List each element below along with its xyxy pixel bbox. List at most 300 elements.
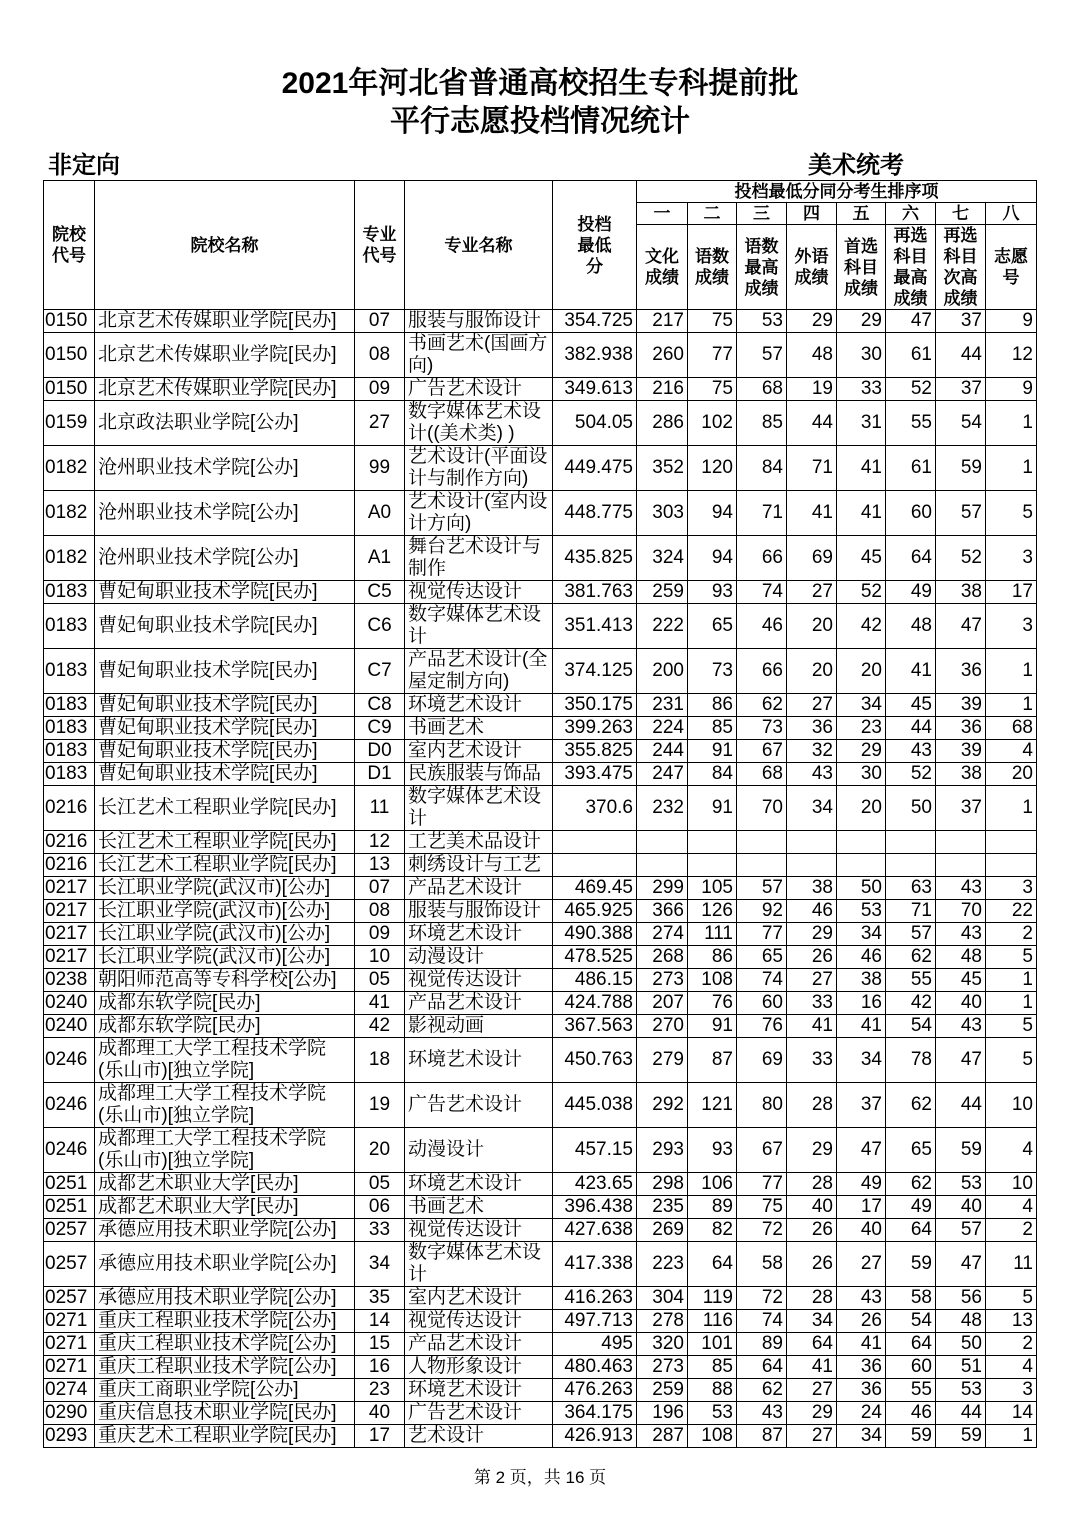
cell-major-code bbox=[355, 969, 405, 992]
cell-culture-score bbox=[637, 1333, 688, 1356]
school-name-text: 承德应用技术职业学院[公办] bbox=[98, 1219, 337, 1240]
school-code-text: 0271 bbox=[45, 1356, 88, 1377]
cell-first-subject-score bbox=[837, 854, 886, 877]
min-score-text: 478.525 bbox=[564, 946, 633, 967]
cell-min-score bbox=[553, 1083, 637, 1128]
elective-second-score-text: 52 bbox=[960, 547, 982, 568]
school-name-text: 成都东软学院[民办] bbox=[98, 1015, 261, 1036]
cell-school-name bbox=[95, 1219, 355, 1242]
major-name-text: 环境艺术设计 bbox=[408, 1173, 523, 1194]
cell-school-code bbox=[44, 1196, 95, 1219]
elective-second-score-text: 47 bbox=[960, 1253, 982, 1274]
chinese-math-score-text: 75 bbox=[711, 310, 733, 331]
cell-culture-score bbox=[637, 1425, 688, 1448]
cell-chinese-math-max bbox=[737, 536, 787, 581]
foreign-lang-score-text: 43 bbox=[811, 763, 833, 784]
cell-preference-number bbox=[986, 1402, 1037, 1425]
cell-culture-score bbox=[637, 1379, 688, 1402]
culture-score-text: 207 bbox=[652, 992, 684, 1013]
cell-chinese-math-max bbox=[737, 333, 787, 378]
cell-chinese-math-max bbox=[737, 694, 787, 717]
cell-chinese-math-max bbox=[737, 649, 787, 694]
cell-elective-second-score bbox=[936, 1287, 986, 1310]
chinese-math-score-text: 93 bbox=[711, 581, 733, 602]
chinese-math-max-text: 57 bbox=[761, 344, 783, 365]
first-subject-score-text: 42 bbox=[860, 615, 882, 636]
first-subject-score-text: 20 bbox=[860, 660, 882, 681]
cell-chinese-math-max bbox=[737, 854, 787, 877]
table-row bbox=[44, 923, 1037, 946]
cell-school-code bbox=[44, 536, 95, 581]
school-code-text: 0240 bbox=[45, 1015, 88, 1036]
cell-school-name bbox=[95, 992, 355, 1015]
cell-culture-score bbox=[637, 310, 688, 333]
school-code-text: 0183 bbox=[45, 581, 88, 602]
chinese-math-score-text: 105 bbox=[701, 877, 733, 898]
chinese-math-max-text: 67 bbox=[761, 740, 783, 761]
school-name-text: 曹妃甸职业技术学院[民办] bbox=[98, 763, 318, 784]
cell-min-score bbox=[553, 310, 637, 333]
cell-school-code bbox=[44, 604, 95, 649]
min-score-text: 355.825 bbox=[564, 740, 633, 761]
school-code-text: 0182 bbox=[45, 502, 88, 523]
major-code-text: 13 bbox=[368, 854, 391, 875]
school-code-text: 0182 bbox=[45, 457, 88, 478]
cell-elective-second-score bbox=[936, 969, 986, 992]
cell-chinese-math-max bbox=[737, 1356, 787, 1379]
cell-major-name bbox=[405, 1425, 553, 1448]
min-score-text: 448.775 bbox=[564, 502, 633, 523]
cell-chinese-math-max bbox=[737, 491, 787, 536]
cell-elective-max-score bbox=[886, 1310, 936, 1333]
major-name-text: 视觉传达设计 bbox=[408, 581, 523, 602]
cell-school-name bbox=[95, 1287, 355, 1310]
cell-min-score bbox=[553, 581, 637, 604]
cell-major-code bbox=[355, 1038, 405, 1083]
cell-elective-second-score bbox=[936, 854, 986, 877]
cell-school-code bbox=[44, 1379, 95, 1402]
cell-foreign-lang-score bbox=[787, 1128, 837, 1173]
cell-major-code bbox=[355, 717, 405, 740]
cell-elective-second-score bbox=[936, 1310, 986, 1333]
header-order-3: 三 bbox=[737, 203, 787, 225]
foreign-lang-score-text: 33 bbox=[811, 1049, 833, 1070]
foreign-lang-score-text: 28 bbox=[811, 1094, 833, 1115]
cell-school-code bbox=[44, 854, 95, 877]
cell-elective-second-score bbox=[936, 1173, 986, 1196]
cell-elective-second-score bbox=[936, 1038, 986, 1083]
major-code-text: 07 bbox=[368, 310, 391, 331]
cell-culture-score bbox=[637, 649, 688, 694]
cell-chinese-math-score bbox=[688, 763, 737, 786]
school-code-text: 0251 bbox=[45, 1173, 88, 1194]
cell-preference-number bbox=[986, 1379, 1037, 1402]
table-row bbox=[44, 1083, 1037, 1128]
elective-second-score-text: 44 bbox=[960, 344, 982, 365]
school-name-text: 承德应用技术职业学院[公办] bbox=[98, 1287, 337, 1308]
cell-first-subject-score bbox=[837, 446, 886, 491]
first-subject-score-text: 34 bbox=[860, 1425, 882, 1446]
culture-score-text: 286 bbox=[652, 412, 684, 433]
header-tiebreak-group: 投档最低分同分考生排序项 bbox=[637, 181, 1037, 203]
cell-chinese-math-max bbox=[737, 877, 787, 900]
cell-major-name bbox=[405, 854, 553, 877]
cell-major-name bbox=[405, 333, 553, 378]
cell-chinese-math-score bbox=[688, 1128, 737, 1173]
cell-elective-second-score bbox=[936, 1242, 986, 1287]
cell-chinese-math-max bbox=[737, 946, 787, 969]
elective-second-score-text: 38 bbox=[960, 763, 982, 784]
cell-school-name bbox=[95, 333, 355, 378]
elective-second-score-text: 59 bbox=[960, 457, 982, 478]
chinese-math-max-text: 65 bbox=[761, 946, 783, 967]
cell-school-name bbox=[95, 877, 355, 900]
foreign-lang-score-text: 41 bbox=[811, 1015, 833, 1036]
cell-major-code bbox=[355, 1128, 405, 1173]
school-name-text: 曹妃甸职业技术学院[民办] bbox=[98, 740, 318, 761]
cell-major-name bbox=[405, 740, 553, 763]
cell-foreign-lang-score bbox=[787, 923, 837, 946]
cell-chinese-math-score bbox=[688, 378, 737, 401]
min-score-text: 374.125 bbox=[564, 660, 633, 681]
school-code-text: 0240 bbox=[45, 992, 88, 1013]
cell-chinese-math-max bbox=[737, 1128, 787, 1173]
cell-elective-max-score bbox=[886, 717, 936, 740]
elective-max-score-text: 64 bbox=[910, 1219, 932, 1240]
chinese-math-score-text: 76 bbox=[711, 992, 733, 1013]
chinese-math-score-text: 120 bbox=[701, 457, 733, 478]
cell-elective-max-score bbox=[886, 1425, 936, 1448]
cell-chinese-math-score bbox=[688, 1038, 737, 1083]
school-name-text: 朝阳师范高等专科学校[公办] bbox=[98, 969, 337, 990]
cell-min-score bbox=[553, 831, 637, 854]
page-footer: 第 2 页，共 16 页 bbox=[473, 1468, 607, 1487]
school-name-text: 重庆艺术工程职业学院[民办] bbox=[98, 1425, 337, 1446]
cell-chinese-math-score bbox=[688, 694, 737, 717]
school-name-text: 长江职业学院(武汉市)[公办] bbox=[98, 877, 331, 898]
cell-school-code bbox=[44, 1287, 95, 1310]
cell-major-code bbox=[355, 1356, 405, 1379]
school-code-text: 0182 bbox=[45, 547, 88, 568]
major-name-text: 产品艺术设计 bbox=[408, 992, 523, 1013]
cell-school-code bbox=[44, 446, 95, 491]
school-name-text: 曹妃甸职业技术学院[民办] bbox=[98, 694, 318, 715]
cell-school-code bbox=[44, 1310, 95, 1333]
cell-elective-max-score bbox=[886, 333, 936, 378]
cell-foreign-lang-score bbox=[787, 1015, 837, 1038]
foreign-lang-score-text: 38 bbox=[811, 877, 833, 898]
elective-second-score-text: 45 bbox=[960, 969, 982, 990]
major-code-text: 42 bbox=[368, 1015, 391, 1036]
cell-school-name bbox=[95, 900, 355, 923]
major-name-text: 书画艺术(国画方向) bbox=[408, 333, 548, 376]
cell-min-score bbox=[553, 401, 637, 446]
cell-elective-max-score bbox=[886, 1015, 936, 1038]
elective-second-score-text: 48 bbox=[960, 1310, 982, 1331]
elective-second-score-text: 37 bbox=[960, 378, 982, 399]
header-item-6: 再选科目最高成绩 bbox=[886, 225, 936, 310]
chinese-math-score-text: 101 bbox=[701, 1333, 733, 1354]
foreign-lang-score-text: 44 bbox=[811, 412, 833, 433]
cell-culture-score bbox=[637, 900, 688, 923]
cell-major-name bbox=[405, 1015, 553, 1038]
cell-preference-number bbox=[986, 310, 1037, 333]
cell-min-score bbox=[553, 717, 637, 740]
cell-major-name bbox=[405, 1242, 553, 1287]
cell-school-name bbox=[95, 1425, 355, 1448]
major-name-text: 动漫设计 bbox=[408, 946, 485, 967]
cell-major-name bbox=[405, 401, 553, 446]
first-subject-score-text: 41 bbox=[860, 502, 882, 523]
cell-major-code bbox=[355, 1287, 405, 1310]
cell-foreign-lang-score bbox=[787, 581, 837, 604]
elective-max-score-text: 41 bbox=[910, 660, 932, 681]
cell-chinese-math-score bbox=[688, 1173, 737, 1196]
first-subject-score-text: 41 bbox=[860, 1015, 882, 1036]
cell-preference-number bbox=[986, 831, 1037, 854]
school-name-text: 重庆工程职业技术学院[公办] bbox=[98, 1356, 337, 1377]
chinese-math-max-text: 92 bbox=[761, 900, 783, 921]
first-subject-score-text: 17 bbox=[860, 1196, 882, 1217]
chinese-math-max-text: 66 bbox=[761, 547, 783, 568]
cell-preference-number bbox=[986, 1425, 1037, 1448]
cell-chinese-math-score bbox=[688, 900, 737, 923]
culture-score-text: 259 bbox=[652, 581, 684, 602]
cell-elective-max-score bbox=[886, 831, 936, 854]
culture-score-text: 216 bbox=[652, 378, 684, 399]
header-order-7: 七 bbox=[936, 203, 986, 225]
cell-chinese-math-score bbox=[688, 831, 737, 854]
cell-preference-number bbox=[986, 877, 1037, 900]
cell-elective-second-score bbox=[936, 740, 986, 763]
cell-chinese-math-max bbox=[737, 1402, 787, 1425]
min-score-text: 435.825 bbox=[564, 547, 633, 568]
cell-major-name bbox=[405, 1038, 553, 1083]
school-code-text: 0150 bbox=[45, 344, 88, 365]
first-subject-score-text: 20 bbox=[860, 797, 882, 818]
school-code-text: 0271 bbox=[45, 1333, 88, 1354]
first-subject-score-text: 49 bbox=[860, 1173, 882, 1194]
school-name-text: 北京艺术传媒职业学院[民办] bbox=[98, 378, 337, 399]
cell-foreign-lang-score bbox=[787, 1310, 837, 1333]
elective-second-score-text: 47 bbox=[960, 1049, 982, 1070]
cell-school-code bbox=[44, 923, 95, 946]
cell-elective-max-score bbox=[886, 763, 936, 786]
major-name-text: 数字媒体艺术设计 bbox=[408, 604, 542, 647]
table-row bbox=[44, 786, 1037, 831]
school-code-text: 0217 bbox=[45, 946, 88, 967]
first-subject-score-text: 30 bbox=[860, 763, 882, 784]
preference-number-text: 4 bbox=[1022, 1139, 1033, 1160]
min-score-text: 490.388 bbox=[564, 923, 633, 944]
table-row bbox=[44, 1402, 1037, 1425]
cell-elective-max-score bbox=[886, 969, 936, 992]
culture-score-text: 320 bbox=[652, 1333, 684, 1354]
cell-elective-max-score bbox=[886, 900, 936, 923]
cell-elective-max-score bbox=[886, 923, 936, 946]
first-subject-score-text: 29 bbox=[860, 740, 882, 761]
major-name-text: 数字媒体艺术设计 bbox=[408, 786, 542, 829]
major-name-text: 视觉传达设计 bbox=[408, 1219, 523, 1240]
first-subject-score-text: 34 bbox=[860, 694, 882, 715]
culture-score-text: 287 bbox=[652, 1425, 684, 1446]
cell-elective-second-score bbox=[936, 900, 986, 923]
table-row bbox=[44, 946, 1037, 969]
cell-major-name bbox=[405, 604, 553, 649]
foreign-lang-score-text: 28 bbox=[811, 1287, 833, 1308]
cell-major-code bbox=[355, 1402, 405, 1425]
elective-max-score-text: 60 bbox=[910, 502, 932, 523]
foreign-lang-score-text: 32 bbox=[811, 740, 833, 761]
major-code-text: A0 bbox=[367, 502, 392, 523]
header-item-2: 语数成绩 bbox=[688, 225, 737, 310]
elective-second-score-text: 47 bbox=[960, 615, 982, 636]
cell-major-name bbox=[405, 1333, 553, 1356]
cell-school-name bbox=[95, 717, 355, 740]
cell-chinese-math-score bbox=[688, 446, 737, 491]
foreign-lang-score-text: 26 bbox=[811, 1219, 833, 1240]
cell-preference-number bbox=[986, 969, 1037, 992]
first-subject-score-text: 45 bbox=[860, 547, 882, 568]
cell-preference-number bbox=[986, 740, 1037, 763]
min-score-text: 426.913 bbox=[564, 1425, 633, 1446]
cell-elective-max-score bbox=[886, 740, 936, 763]
cell-school-code bbox=[44, 333, 95, 378]
culture-score-text: 324 bbox=[652, 547, 684, 568]
cell-first-subject-score bbox=[837, 1083, 886, 1128]
cell-preference-number bbox=[986, 401, 1037, 446]
cell-first-subject-score bbox=[837, 1287, 886, 1310]
cell-culture-score bbox=[637, 763, 688, 786]
chinese-math-score-text: 119 bbox=[702, 1287, 733, 1308]
cell-elective-max-score bbox=[886, 946, 936, 969]
cell-culture-score bbox=[637, 946, 688, 969]
min-score-text: 423.65 bbox=[574, 1173, 633, 1194]
major-name-text: 产品艺术设计 bbox=[408, 1333, 523, 1354]
cell-elective-second-score bbox=[936, 310, 986, 333]
cell-preference-number bbox=[986, 1333, 1037, 1356]
cell-foreign-lang-score bbox=[787, 1038, 837, 1083]
elective-second-score-text: 36 bbox=[960, 717, 982, 738]
foreign-lang-score-text: 41 bbox=[811, 502, 833, 523]
culture-score-text: 270 bbox=[652, 1015, 684, 1036]
table-row bbox=[44, 900, 1037, 923]
major-name-text: 产品艺术设计 bbox=[408, 877, 523, 898]
school-name-text: 北京艺术传媒职业学院[民办] bbox=[98, 310, 337, 331]
major-code-text: 40 bbox=[368, 1402, 391, 1423]
min-score-text: 351.413 bbox=[564, 615, 633, 636]
major-code-text: 27 bbox=[368, 412, 391, 433]
preference-number-text: 5 bbox=[1022, 502, 1033, 523]
cell-school-name bbox=[95, 1083, 355, 1128]
cell-min-score bbox=[553, 877, 637, 900]
cell-major-name bbox=[405, 900, 553, 923]
culture-score-text: 274 bbox=[652, 923, 684, 944]
foreign-lang-score-text: 46 bbox=[811, 900, 833, 921]
chinese-math-score-text: 88 bbox=[711, 1379, 733, 1400]
min-score-text: 465.925 bbox=[564, 900, 633, 921]
first-subject-score-text: 36 bbox=[860, 1356, 882, 1377]
cell-elective-second-score bbox=[936, 491, 986, 536]
chinese-math-score-text: 85 bbox=[711, 1356, 733, 1377]
chinese-math-max-text: 77 bbox=[761, 1173, 783, 1194]
min-score-text: 399.263 bbox=[564, 717, 633, 738]
chinese-math-max-text: 58 bbox=[761, 1253, 783, 1274]
first-subject-score-text: 53 bbox=[860, 900, 882, 921]
culture-score-text: 299 bbox=[652, 877, 684, 898]
major-code-text: 41 bbox=[368, 992, 391, 1013]
culture-score-text: 259 bbox=[652, 1379, 684, 1400]
cell-foreign-lang-score bbox=[787, 1379, 837, 1402]
cell-foreign-lang-score bbox=[787, 446, 837, 491]
major-code-text: C7 bbox=[367, 660, 392, 681]
cell-elective-second-score bbox=[936, 694, 986, 717]
elective-max-score-text: 63 bbox=[910, 877, 932, 898]
school-name-text: 沧州职业技术学院[公办] bbox=[98, 547, 299, 568]
chinese-math-max-text: 73 bbox=[761, 717, 783, 738]
cell-chinese-math-score bbox=[688, 923, 737, 946]
major-code-text: 17 bbox=[368, 1425, 391, 1446]
preference-number-text: 10 bbox=[1011, 1173, 1033, 1194]
major-code-text: 34 bbox=[368, 1253, 391, 1274]
cell-preference-number bbox=[986, 900, 1037, 923]
cell-first-subject-score bbox=[837, 1402, 886, 1425]
preference-number-text: 5 bbox=[1022, 946, 1033, 967]
cell-chinese-math-max bbox=[737, 763, 787, 786]
elective-max-score-text: 50 bbox=[910, 797, 932, 818]
elective-second-score-text: 43 bbox=[960, 877, 982, 898]
preference-number-text: 22 bbox=[1011, 900, 1033, 921]
cell-chinese-math-max bbox=[737, 446, 787, 491]
cell-chinese-math-max bbox=[737, 1219, 787, 1242]
elective-second-score-text: 53 bbox=[960, 1379, 982, 1400]
cell-elective-max-score bbox=[886, 604, 936, 649]
culture-score-text: 217 bbox=[652, 310, 684, 331]
cell-preference-number bbox=[986, 786, 1037, 831]
cell-min-score bbox=[553, 1173, 637, 1196]
foreign-lang-score-text: 20 bbox=[811, 615, 833, 636]
cell-major-code bbox=[355, 992, 405, 1015]
cell-school-code bbox=[44, 717, 95, 740]
school-code-text: 0257 bbox=[45, 1287, 88, 1308]
school-name-text: 成都理工大学工程技术学院(乐山市)[独立学院] bbox=[98, 1083, 327, 1126]
school-code-text: 0257 bbox=[45, 1219, 88, 1240]
cell-foreign-lang-score bbox=[787, 854, 837, 877]
cell-foreign-lang-score bbox=[787, 536, 837, 581]
cell-foreign-lang-score bbox=[787, 1173, 837, 1196]
cell-culture-score bbox=[637, 536, 688, 581]
cell-min-score bbox=[553, 900, 637, 923]
cell-elective-max-score bbox=[886, 1219, 936, 1242]
min-score-text: 396.438 bbox=[564, 1196, 633, 1217]
elective-second-score-text: 37 bbox=[960, 797, 982, 818]
cell-elective-max-score bbox=[886, 378, 936, 401]
major-name-text: 刺绣设计与工艺 bbox=[408, 854, 542, 875]
table-row bbox=[44, 536, 1037, 581]
header-item-3: 语数最高成绩 bbox=[737, 225, 787, 310]
cell-first-subject-score bbox=[837, 831, 886, 854]
foreign-lang-score-text: 29 bbox=[811, 310, 833, 331]
cell-major-name bbox=[405, 1083, 553, 1128]
cell-school-name bbox=[95, 740, 355, 763]
first-subject-score-text: 37 bbox=[860, 1094, 882, 1115]
cell-school-code bbox=[44, 694, 95, 717]
major-code-text: A1 bbox=[367, 547, 392, 568]
cell-chinese-math-max bbox=[737, 1287, 787, 1310]
culture-score-text: 303 bbox=[652, 502, 684, 523]
cell-first-subject-score bbox=[837, 1015, 886, 1038]
cell-elective-second-score bbox=[936, 378, 986, 401]
